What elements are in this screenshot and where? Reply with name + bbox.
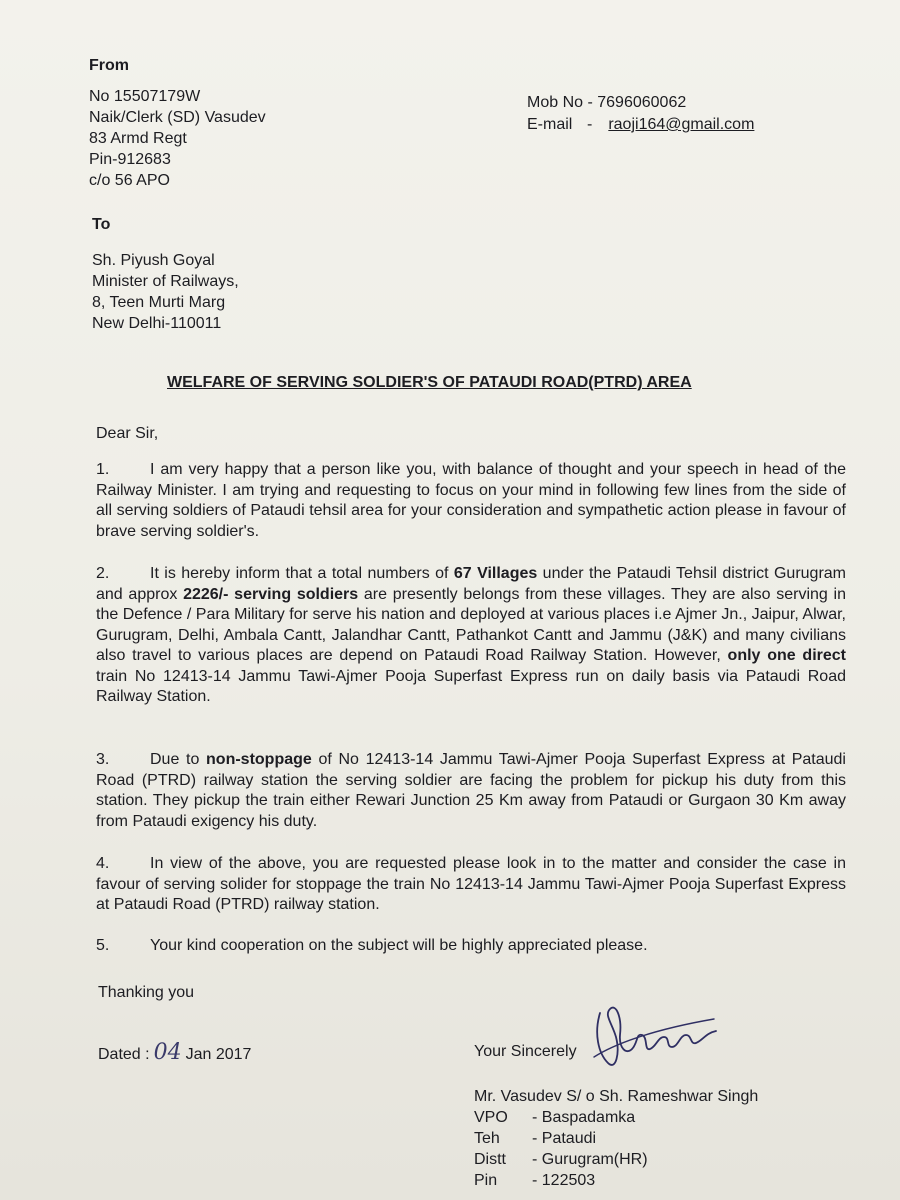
emphasis-text: non-stoppage — [206, 751, 312, 768]
row-key: Teh — [474, 1130, 500, 1147]
sender-address — [89, 86, 266, 191]
date-line — [98, 1042, 251, 1065]
sender-line: No 15507179W — [89, 88, 201, 105]
mobile-row — [527, 92, 754, 114]
sender-line: c/o 56 APO — [89, 172, 170, 189]
row-value: - 122503 — [532, 1172, 596, 1189]
row-key: VPO — [474, 1109, 508, 1126]
sender-line: Pin-912683 — [89, 151, 171, 168]
paragraph-text: It is hereby inform that a total numbers of — [150, 565, 454, 582]
signatory-name: Mr. Vasudev S/ o Sh. Rameshwar Singh — [474, 1088, 759, 1105]
paragraph-3 — [96, 750, 846, 832]
row-key: Pin — [474, 1172, 498, 1189]
email-address: raoji164@gmail.com — [608, 116, 755, 133]
paragraph-number: 1. — [96, 461, 110, 478]
thanking-line: Thanking you — [98, 984, 195, 1001]
row-key: Distt — [474, 1151, 506, 1168]
paragraph-text: I am very happy that a person like you, with balance of thought and your speech in head of the Railway Minister. I am trying and requesting to focus on your mind in following few lines from the side of all serving soldiers of Pataudi tehsil area for your consideration and sympathetic action please in favour of brave serving soldier's. — [96, 461, 846, 540]
closing-line: Your Sincerely — [474, 1043, 577, 1060]
paragraph-text: Your kind cooperation on the subject will be highly appreciated please. — [150, 937, 648, 954]
paragraph-1 — [96, 460, 846, 542]
paragraph-text: Due to — [150, 751, 207, 768]
recipient-address — [92, 250, 239, 334]
paragraph-5 — [96, 936, 846, 957]
date-label: Dated : — [98, 1046, 150, 1063]
recipient-line: Sh. Piyush Goyal — [92, 252, 215, 269]
paragraph-4 — [96, 854, 846, 916]
villages-count: 67 Villages — [453, 565, 538, 582]
paragraph-text: under the Pataudi Tehsil district Gurugram and approx — [96, 565, 847, 603]
email-separator: - — [587, 116, 593, 133]
paragraph-text: In view of the above, you are requested please look in to the matter and consider the case in favour of serving solider for stoppage the train No 12413-14 Jammu Tawi-Ajmer Pooja Superfast Express at Pataudi Road (PTRD) railway station. — [96, 855, 846, 913]
from-label: From — [89, 57, 129, 74]
sender-line: Naik/Clerk (SD) Vasudev — [89, 109, 266, 126]
paragraph-number: 5. — [96, 937, 110, 954]
recipient-line: New Delhi-110011 — [92, 315, 222, 332]
emphasis-text: only one direct — [727, 647, 847, 664]
subject-line: WELFARE OF SERVING SOLDIER'S OF PATAUDI ROAD(PTRD) AREA — [167, 374, 692, 391]
handwritten-day: 04 — [153, 1040, 182, 1065]
row-value: - Pataudi — [532, 1130, 597, 1147]
signatory-row — [474, 1128, 758, 1149]
mobile-label: Mob No - — [527, 94, 593, 111]
mobile-number: 7696060062 — [597, 94, 687, 111]
sender-contact — [527, 92, 754, 136]
signatory-block — [474, 1086, 758, 1191]
paragraph-2 — [96, 564, 846, 708]
to-label: To — [92, 216, 111, 233]
paragraph-number: 3. — [96, 751, 110, 768]
soldiers-count: 2226/- serving soldiers — [183, 585, 359, 603]
recipient-line: Minister of Railways, — [92, 273, 239, 290]
row-value: - Baspadamka — [532, 1109, 636, 1126]
signatory-row — [474, 1107, 758, 1128]
row-value: - Gurugram(HR) — [532, 1151, 648, 1168]
signatory-row — [474, 1149, 758, 1170]
signature-icon — [586, 993, 726, 1083]
paragraph-number: 4. — [96, 855, 110, 872]
paragraph-text: train No 12413-14 Jammu Tawi-Ajmer Pooja Superfast Express run on daily basis via Pataudi Road Railway Station. — [96, 667, 846, 705]
email-label: E-mail — [527, 116, 573, 133]
date-month-year: Jan 2017 — [185, 1046, 252, 1063]
signatory-row — [474, 1170, 758, 1191]
paragraph-text: are presently belongs from these villages. They are also serving in the Defence / Para Military for serve his nation and deployed at various places i.e Ajmer Jn., Jaipur, Alwar, Gurugram, Delhi, Ambala Cantt, Jalandhar Cantt, Pathankot Cantt and Jammu (J&K) and many civilians also travel to various places are depend on Pataudi Road Railway Station. However, — [96, 585, 846, 664]
recipient-line: 8, Teen Murti Marg — [92, 294, 226, 311]
sender-line: 83 Armd Regt — [89, 130, 187, 147]
salutation: Dear Sir, — [96, 425, 159, 442]
email-row — [527, 114, 754, 136]
paragraph-number: 2. — [96, 565, 110, 582]
paragraph-text: of No 12413-14 Jammu Tawi-Ajmer Pooja Superfast Express at Pataudi Road (PTRD) railway station the serving soldier are facing the problem for pickup his duty from this station. They pickup the train either Rewari Junction 25 Km away from Pataudi or Gurgaon 30 Km away from Pataudi exigency his duty. — [96, 751, 846, 830]
